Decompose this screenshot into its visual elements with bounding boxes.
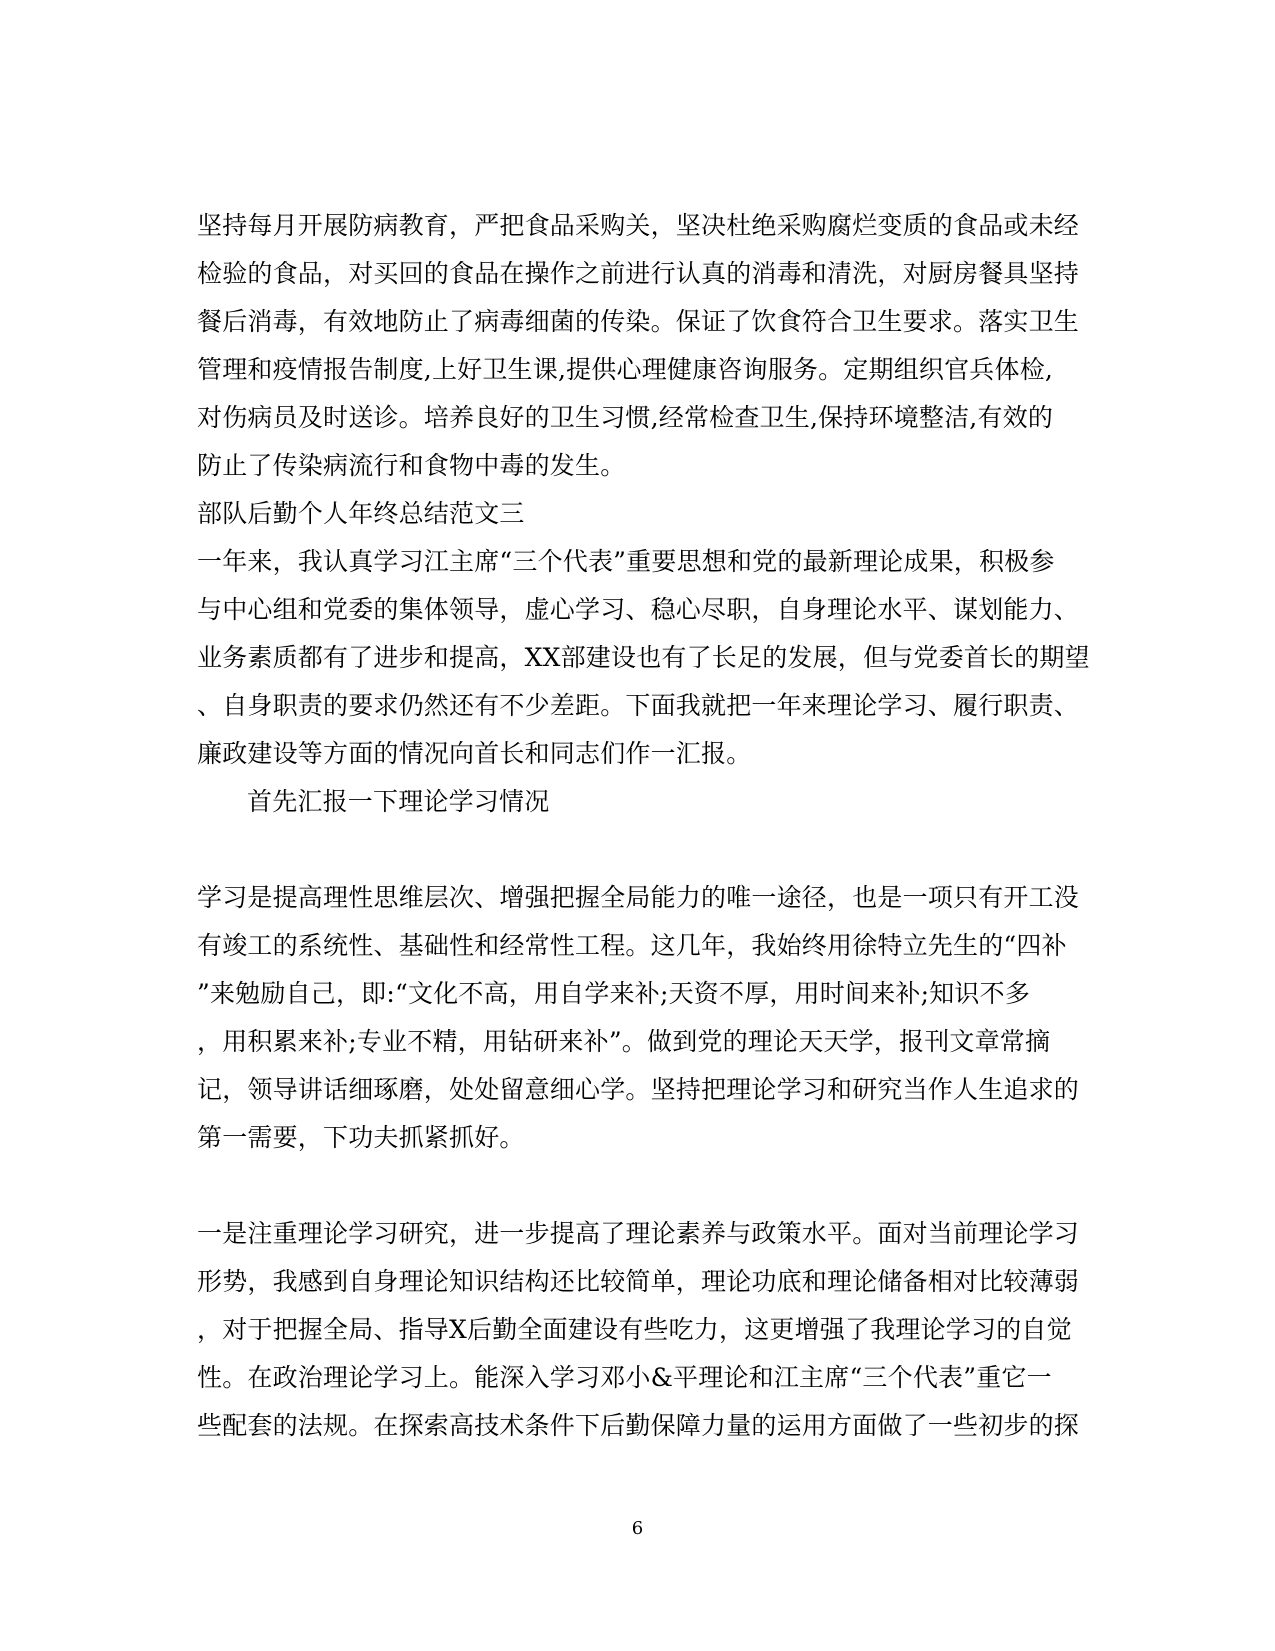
text-line: 餐后消毒，有效地防止了病毒细菌的传染。保证了饮食符合卫生要求。落实卫生	[197, 307, 1080, 336]
text-line: 一是注重理论学习研究，进一步提高了理论素养与政策水平。面对当前理论学习	[197, 1219, 1080, 1248]
text-line: 学习是提高理性思维层次、增强把握全局能力的唯一途径，也是一项只有开工没	[197, 883, 1080, 912]
text-line: 管理和疫情报告制度,上好卫生课,提供心理健康咨询服务。定期组织官兵体检,	[197, 355, 1054, 384]
text-line: 廉政建设等方面的情况向首长和同志们作一汇报。	[197, 739, 752, 768]
paragraph-hygiene	[197, 202, 1087, 490]
section-title	[197, 490, 1087, 538]
text-line: 检验的食品，对买回的食品在操作之前进行认真的消毒和清洗，对厨房餐具坚持	[197, 259, 1080, 288]
paragraph-theory	[197, 1210, 1087, 1450]
text-line: 业务素质都有了进步和提高，XX部建设也有了长足的发展，但与党委首长的期望	[197, 643, 1090, 672]
text-line: 、自身职责的要求仍然还有不少差距。下面我就把一年来理论学习、履行职责、	[197, 691, 1080, 720]
text-line: ，对于把握全局、指导X后勤全面建设有些吃力，这更增强了我理论学习的自觉	[197, 1315, 1072, 1344]
subheading	[197, 778, 1087, 826]
blank-line	[197, 1162, 1087, 1210]
page-number: 6	[631, 1518, 644, 1539]
text-line: 与中心组和党委的集体领导，虚心学习、稳心尽职，自身理论水平、谋划能力、	[197, 595, 1080, 624]
section-title-text: 部队后勤个人年终总结范文三	[197, 499, 525, 528]
blank-line	[197, 826, 1087, 874]
paragraph-study	[197, 874, 1087, 1162]
text-line: ，用积累来补;专业不精，用钻研来补”。做到党的理论天天学，报刊文章常摘	[197, 1027, 1051, 1056]
text-line: 性。在政治理论学习上。能深入学习邓小&平理论和江主席“三个代表”重它一	[197, 1363, 1052, 1392]
text-line: 些配套的法规。在探索高技术条件下后勤保障力量的运用方面做了一些初步的探	[197, 1411, 1080, 1440]
paragraph-intro	[197, 538, 1090, 778]
text-line: 形势，我感到自身理论知识结构还比较简单，理论功底和理论储备相对比较薄弱	[197, 1267, 1080, 1296]
text-line: 防止了传染病流行和食物中毒的发生。	[197, 451, 626, 480]
text-line: 对伤病员及时送诊。培养良好的卫生习惯,经常检查卫生,保持环境整洁,有效的	[197, 403, 1054, 432]
text-line: 有竣工的系统性、基础性和经常性工程。这几年，我始终用徐特立先生的“四补	[197, 931, 1067, 960]
subheading-text: 首先汇报一下理论学习情况	[247, 787, 550, 816]
text-line: 坚持每月开展防病教育，严把食品采购关，坚决杜绝采购腐烂变质的食品或未经	[197, 211, 1080, 240]
text-line: 一年来，我认真学习江主席“三个代表”重要思想和党的最新理论成果，积极参	[197, 547, 1055, 576]
text-line: ”来勉励自己，即:“文化不高，用自学来补;天资不厚，用时间来补;知识不多	[197, 979, 1031, 1008]
text-line: 记，领导讲话细琢磨，处处留意细心学。坚持把理论学习和研究当作人生追求的	[197, 1075, 1080, 1104]
text-line: 第一需要，下功夫抓紧抓好。	[197, 1123, 525, 1152]
page-body	[197, 202, 1090, 1450]
